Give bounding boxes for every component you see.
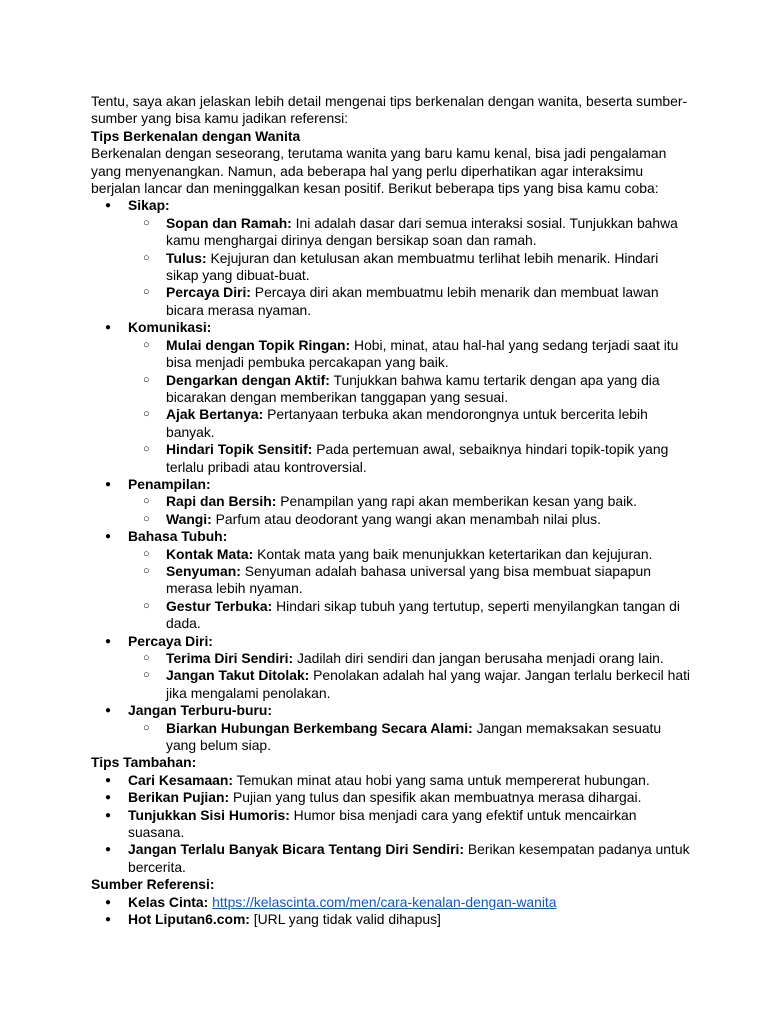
heading-tips-berkenalan: Tips Berkenalan dengan Wanita bbox=[91, 127, 301, 144]
extra-tips-list bbox=[91, 772, 691, 876]
sub-item: ○ Wangi: Parfum atau deodorant yang wangi akan menambah nilai plus. bbox=[128, 511, 691, 528]
sub-list bbox=[128, 493, 691, 528]
sub-item: ○ Percaya Diri: Percaya diri akan membuatmu lebih menarik dan membuat lawan bicara merasa nyaman. bbox=[128, 284, 691, 319]
section-item bbox=[91, 319, 691, 476]
references-list bbox=[91, 894, 691, 929]
sub-item: ○ Jangan Takut Ditolak: Penolakan adalah hal yang wajar. Jangan terlalu berkecil hati jika mengalami penolakan. bbox=[128, 667, 691, 702]
sub-item: ○ Biarkan Hubungan Berkembang Secara Alami: Jangan memaksakan sesuatu yang belum siap. bbox=[128, 720, 691, 755]
reference-item: ● Hot Liputan6.com: [URL yang tidak valid dihapus] bbox=[91, 911, 691, 928]
section-title: Sikap: bbox=[128, 197, 170, 214]
section-title: Jangan Terburu-buru: bbox=[128, 702, 273, 719]
section-title: Komunikasi: bbox=[128, 319, 212, 336]
sub-item: ○ Senyuman: Senyuman adalah bahasa universal yang bisa membuat siapapun merasa lebih nyaman. bbox=[128, 563, 691, 598]
section-item bbox=[91, 702, 691, 754]
extra-tip-item: ● Jangan Terlalu Banyak Bicara Tentang Diri Sendiri: Berikan kesempatan padanya untuk bercerita. bbox=[91, 841, 691, 876]
sub-item: ○ Kontak Mata: Kontak mata yang baik menunjukkan ketertarikan dan kejujuran. bbox=[128, 546, 691, 563]
sub-list bbox=[128, 650, 691, 702]
document-body bbox=[91, 93, 691, 929]
section-item bbox=[91, 476, 691, 528]
section-title: Penampilan: bbox=[128, 475, 211, 492]
heading-sumber-referensi: Sumber Referensi: bbox=[91, 876, 215, 893]
section-item bbox=[91, 633, 691, 703]
extra-tip-item: ● Cari Kesamaan: Temukan minat atau hobi yang sama untuk mempererat hubungan. bbox=[91, 772, 691, 789]
body-paragraph: Berkenalan dengan seseorang, terutama wanita yang baru kamu kenal, bisa jadi pengalaman yang menyenangkan. Namun, ada beberapa hal yang perlu diperhatikan agar interaksimu berjalan lancar dan meninggalkan kesan positif. Berikut beberapa tips yang bisa kamu coba: bbox=[91, 145, 667, 197]
section-title: Bahasa Tubuh: bbox=[128, 528, 228, 545]
section-item bbox=[91, 197, 691, 319]
sub-list bbox=[128, 215, 691, 319]
sub-item: ○ Dengarkan dengan Aktif: Tunjukkan bahwa kamu tertarik dengan apa yang dia bicarakan dengan memberikan tanggapan yang sesuai. bbox=[128, 372, 691, 407]
sub-item: ○ Mulai dengan Topik Ringan: Hobi, minat, atau hal-hal yang sedang terjadi saat itu bisa menjadi pembuka percakapan yang baik. bbox=[128, 337, 691, 372]
sub-item: ○ Ajak Bertanya: Pertanyaan terbuka akan mendorongnya untuk bercerita lebih banyak. bbox=[128, 406, 691, 441]
section-item bbox=[91, 528, 691, 632]
sub-item: ○ Hindari Topik Sensitif: Pada pertemuan awal, sebaiknya hindari topik-topik yang terlalu pribadi atau kontroversial. bbox=[128, 441, 691, 476]
sub-item: ○ Gestur Terbuka: Hindari sikap tubuh yang tertutup, seperti menyilangkan tangan di dada. bbox=[128, 598, 691, 633]
sub-item: ○ Rapi dan Bersih: Penampilan yang rapi akan memberikan kesan yang baik. bbox=[128, 493, 691, 510]
heading-tips-tambahan: Tips Tambahan: bbox=[91, 754, 197, 771]
sections-list bbox=[91, 197, 691, 754]
sub-list bbox=[128, 546, 691, 633]
intro-paragraph: Tentu, saya akan jelaskan lebih detail mengenai tips berkenalan dengan wanita, beserta sumber-sumber yang bisa kamu jadikan referensi: bbox=[91, 93, 688, 127]
section-title: Percaya Diri: bbox=[128, 632, 213, 649]
sub-item: ○ Sopan dan Ramah: Ini adalah dasar dari semua interaksi sosial. Tunjukkan bahwa kamu menghargai dirinya dengan bersikap soan dan ramah. bbox=[128, 215, 691, 250]
reference-link[interactable]: https://kelascinta.com/men/cara-kenalan-dengan-wanita bbox=[212, 893, 557, 910]
extra-tip-item: ● Tunjukkan Sisi Humoris: Humor bisa menjadi cara yang efektif untuk mencairkan suasana. bbox=[91, 807, 691, 842]
extra-tip-item: ● Berikan Pujian: Pujian yang tulus dan spesifik akan membuatnya merasa dihargai. bbox=[91, 789, 691, 806]
sub-item: ○ Tulus: Kejujuran dan ketulusan akan membuatmu terlihat lebih menarik. Hindari sikap yang dibuat-buat. bbox=[128, 250, 691, 285]
sub-list bbox=[128, 720, 691, 755]
sub-list bbox=[128, 337, 691, 476]
reference-item: ● Kelas Cinta: https://kelascinta.com/men/cara-kenalan-dengan-wanita bbox=[91, 894, 691, 911]
sub-item: ○ Terima Diri Sendiri: Jadilah diri sendiri dan jangan berusaha menjadi orang lain. bbox=[128, 650, 691, 667]
